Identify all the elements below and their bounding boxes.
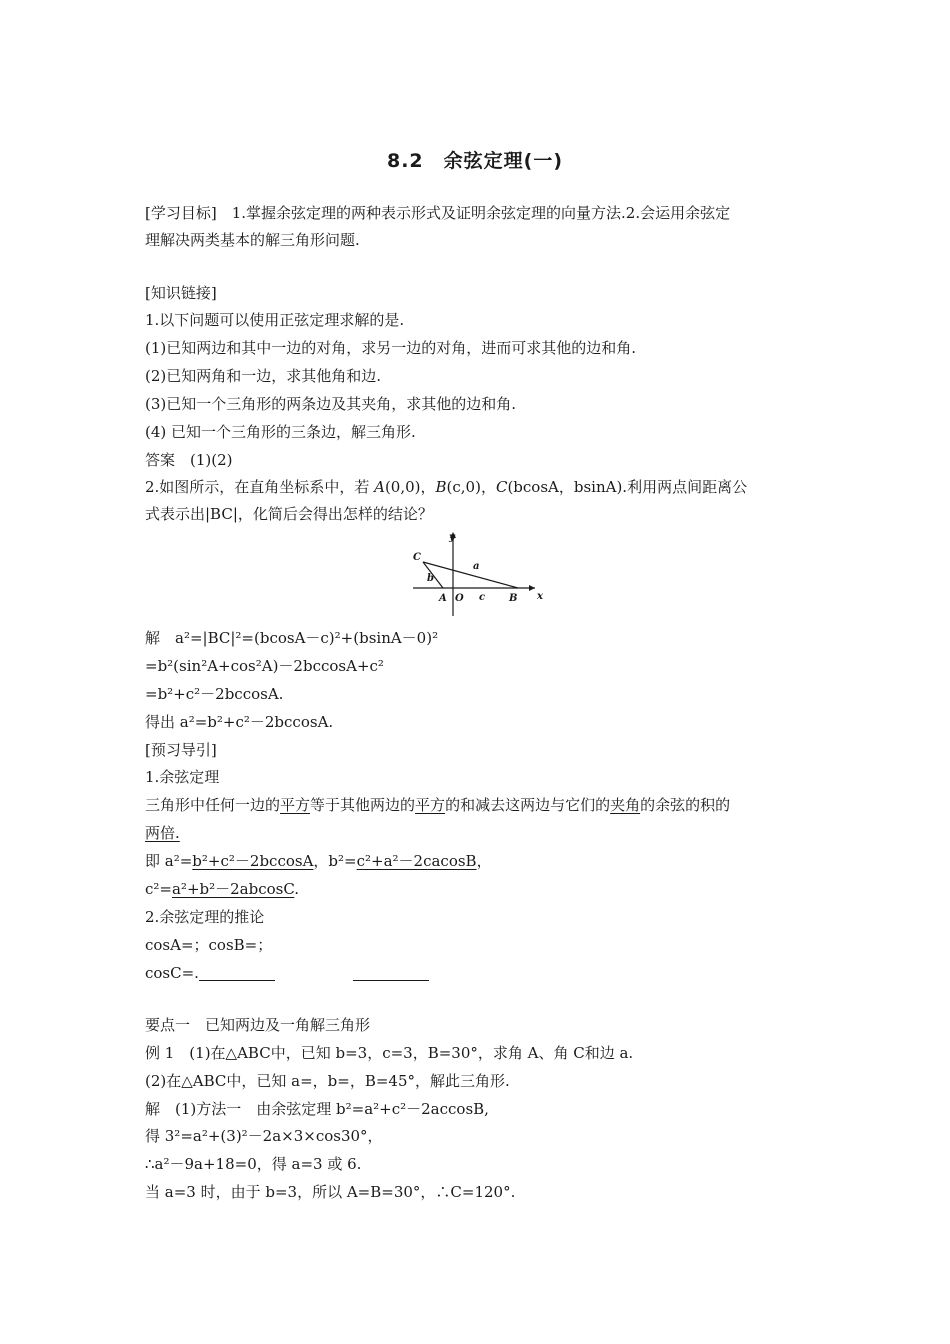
q2-point-a-label: A: [374, 478, 385, 496]
cosine-law-definition-line-2: [145, 823, 180, 843]
knowledge-link-header: [知识链接]: [145, 284, 217, 302]
formula-b-blank: c²+a²－2cacosB: [356, 852, 477, 870]
corollary-cosc: cosC=.: [145, 964, 199, 982]
formula-a-blank: b²+c²－2bccosA: [192, 852, 314, 870]
key-point-1-header: 要点一 已知两边及一角解三角形: [145, 1016, 371, 1034]
answer-1: 答案 (1)(2): [145, 451, 233, 469]
cosine-law-formula-line-1: [145, 851, 492, 871]
corollary-line-2: [145, 963, 429, 983]
question-2-line-1: [145, 477, 747, 497]
label-x: x: [537, 591, 543, 602]
label-point-a: A: [439, 593, 447, 604]
cosine-law-definition-line-1: [145, 795, 730, 815]
page-title: 8.2 余弦定理(一): [386, 150, 564, 172]
def-blank-1: 平方: [280, 796, 311, 814]
side-a: [423, 562, 518, 588]
example-solution-line-4: 当 a=3 时，由于 b=3，所以 A=B=30°，∴C=120°.: [145, 1183, 516, 1201]
solution-line-1: 解 a²=|BC|²=(bcosA－c)²+(bsinA－0)²: [145, 629, 439, 647]
formula-c-blank: a²+b²－2abcosC: [171, 880, 295, 898]
formula-line-end: ，: [476, 852, 492, 870]
question-1: 1.以下问题可以使用正弦定理求解的是.: [145, 311, 405, 329]
label-side-a: a: [473, 561, 480, 572]
option-4: (4) 已知一个三角形的三条边，解三角形.: [145, 423, 416, 441]
formula-c-prefix: c²=: [145, 880, 172, 898]
solution-line-3: =b²+c²－2bccosA.: [145, 685, 284, 703]
example-solution-line-1: 解 (1)方法一 由余弦定理 b²=a²+c²－2accosB,: [145, 1100, 489, 1118]
def-blank-4: 两倍.: [145, 824, 180, 842]
question-2-line-2: 式表示出|BC|，化简后会得出怎样的结论？: [145, 505, 433, 523]
example-1-part-2: (2)在△ABC中，已知 a=，b=，B=45°，解此三角形.: [145, 1072, 510, 1090]
label-point-b: B: [509, 593, 518, 604]
preview-header: [预习导引]: [145, 741, 217, 759]
q2-point-a-coord: (0,0)，: [384, 478, 436, 496]
corollary-heading: 2.余弦定理的推论: [145, 908, 265, 926]
q2-point-b-coord: (c,0)，: [446, 478, 496, 496]
q2-point-c-label: C: [495, 478, 508, 496]
label-y: y: [449, 532, 455, 543]
learning-goals-line-1: [学习目标] 1.掌握余弦定理的两种表示形式及证明余弦定理的向量方法.2.会运用余弦定: [145, 204, 731, 222]
label-origin: O: [455, 593, 464, 604]
formula-a-prefix: 即 a²=: [145, 852, 193, 870]
answer-blank-1: [199, 966, 275, 981]
answer-blank-2: [353, 966, 429, 981]
q2-prefix: 2.如图所示，在直角坐标系中，若: [145, 478, 375, 496]
formula-c-end: .: [294, 880, 300, 898]
cosine-law-heading: 1.余弦定理: [145, 768, 220, 786]
def-blank-2: 平方: [415, 796, 446, 814]
label-side-b: b: [427, 573, 434, 584]
solution-line-2: =b²(sin²A+cos²A)－2bccosA+c²: [145, 657, 384, 675]
learning-goals-line-2: 理解决两类基本的解三角形问题.: [145, 231, 360, 249]
def-text-4: 的余弦的积的: [640, 796, 731, 814]
x-axis-arrow: [529, 585, 535, 591]
label-side-c: c: [479, 592, 486, 603]
corollary-line-1: cosA=；cosB=；: [145, 936, 273, 954]
example-1-part-1: 例 1 (1)在△ABC中，已知 b=3，c=3，B=30°，求角 A、角 C和边 a.: [145, 1044, 634, 1062]
option-3: (3)已知一个三角形的两条边及其夹角，求其他的边和角.: [145, 395, 517, 413]
coordinate-triangle-figure: [405, 528, 545, 620]
formula-b-prefix: ，b²=: [313, 852, 357, 870]
example-solution-line-3: ∴a²－9a+18=0，得 a=3 或 6.: [145, 1155, 362, 1173]
option-1: (1)已知两边和其中一边的对角，求另一边的对角，进而可求其他的边和角.: [145, 339, 637, 357]
solution-conclusion: 得出 a²=b²+c²－2bccosA.: [145, 713, 334, 731]
def-text-2: 等于其他两边的: [310, 796, 416, 814]
def-blank-3: 夹角: [610, 796, 641, 814]
example-solution-line-2: 得 3²=a²+(3)²－2a×3×cos30°，: [145, 1127, 383, 1145]
label-point-c: C: [413, 552, 421, 563]
cosine-law-formula-line-2: [145, 879, 299, 899]
q2-point-b-label: B: [435, 478, 447, 496]
def-text-3: 的和减去这两边与它们的: [445, 796, 611, 814]
q2-point-c-coord: (bcosA，bsinA).利用两点间距离公: [507, 478, 748, 496]
option-2: (2)已知两角和一边，求其他角和边.: [145, 367, 382, 385]
def-text-1: 三角形中任何一边的: [145, 796, 281, 814]
